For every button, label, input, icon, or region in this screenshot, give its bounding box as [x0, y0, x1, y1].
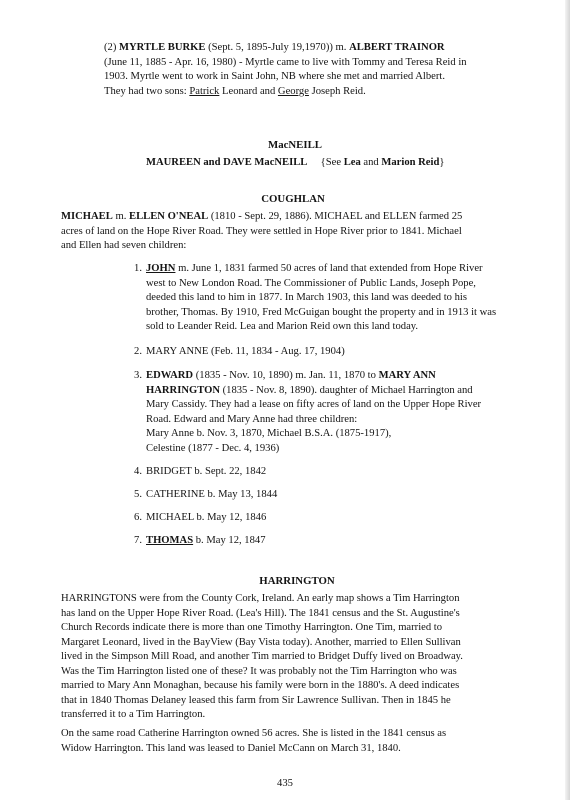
list-number: 3.: [134, 370, 142, 381]
john-name: JOHN: [146, 263, 176, 274]
married-abbrev: m.: [335, 42, 347, 53]
list-number: 5.: [134, 489, 142, 500]
spouse-name: ALBERT TRAINOR: [349, 42, 445, 53]
michael-name: MICHAEL: [61, 211, 113, 222]
child-michael: MICHAEL b. May 12, 1846: [146, 512, 267, 523]
harrington-heading: HARRINGTON: [259, 575, 335, 587]
coughlan-heading: COUGHLAN: [261, 193, 325, 205]
thomas-name: THOMAS: [146, 535, 194, 546]
myrtle-line-3: 1903. Myrtle went to work in Saint John, NB where she met and married Albert.: [104, 71, 445, 82]
ellen-name: ELLEN O'NEAL: [129, 211, 209, 222]
myrtle-name: MYRTLE BURKE: [119, 42, 206, 53]
page-edge-shadow: [565, 0, 570, 800]
list-number: 4.: [134, 466, 142, 477]
list-number: 6.: [134, 512, 142, 523]
child-bridget: BRIDGET b. Sept. 22, 1842: [146, 466, 267, 477]
coughlan-intro: MICHAEL m. ELLEN O'NEAL (1810 - Sept. 29, 1886). MICHAEL and ELLEN farmed 25 acres of land on the Hope River Road. They were settled in Hope River prior to 1841. Michael and Ellen had seven children:: [61, 211, 463, 251]
entry-number: (2): [104, 42, 117, 53]
child-mary-anne: MARY ANNE (Feb. 11, 1834 - Aug. 17, 1904): [146, 346, 345, 357]
macneill-line: MAUREEN and DAVE MacNEILL {See Lea and Marion Reid}: [146, 157, 445, 168]
myrtle-line-2: (June 11, 1885 - Apr. 16, 1980) - Myrtle came to live with Tommy and Teresa Reid in: [104, 56, 467, 68]
child-thomas: THOMAS b. May 12, 1847: [146, 535, 266, 546]
harrington-paragraph-2: On the same road Catherine Harrington owned 56 acres. She is listed in the 1841 census as Widow Harrington. This land was leased to Daniel McCann on March 31, 1840.: [61, 728, 447, 754]
myrtle-dates: (Sept. 5, 1895-July 19,1970)): [208, 42, 333, 53]
harrington-paragraph-1: HARRINGTONS were from the County Cork, Ireland. An early map shows a Tim Harrington has land on the Upper Hope River Road. (Lea's Hill). The 1841 census and the St. Augustine's Church Records indicate there is more than one Timothy Harrington. One Tim, married to Margaret Leonard, lived in the BayView (Bay Vista today). Another, married to Ellen Sullivan lived in the Simpson Mill Road, and another Tim married to Bridget Duffy lived on Broadway. Was the Tim Harrington listed one of these? It was probably not the Tim Harrington who was married to Mary Ann Monaghan, because his family were born in the 1880's. A deed indicates that in 1840 Thomas Delaney leased this farm from Sir Lawrence Sullivan. Then in 1845 he transferred it to a Tim Harrington.: [61, 593, 463, 720]
son-george: George: [277, 85, 309, 97]
child-edward: EDWARD (1835 - Nov. 10, 1890) m. Jan. 11, 1870 to MARY ANN HARRINGTON (1835 - Nov. 8, 1890). daughter of Michael Harrington and Mary Cassidy. They had a lease on fifty acres of land on the Upper Hope River Road. Edward and Mary Anne had three children: Mary Anne b. Nov. 3, 1870, Michael B.S.A. (1875-1917), Celestine (1877 - Dec. 4, 1936): [146, 370, 482, 454]
list-number: 1.: [134, 263, 142, 274]
myrtle-line-4: They had two sons: Patrick Leonard and George Joseph Reid.: [104, 85, 366, 97]
page-number: 435: [277, 778, 293, 789]
myrtle-line-1: [104, 41, 488, 56]
macneill-heading: MacNEILL: [268, 139, 322, 151]
macneill-names: MAUREEN and DAVE MacNEILL: [146, 157, 308, 168]
child-john: JOHN m. June 1, 1831 farmed 50 acres of land that extended from Hope River west to New London Road. The Commissioner of Public Lands, Joseph Pope, deeded this land to him in 1877. In March 1903, this land was deeded to his brother, Thomas. By 1910, Fred McGuigan bought the property and in 1913 it was sold to Leander Reid. Lea and Marion Reid own this land today.: [146, 263, 497, 332]
list-number: 7.: [134, 535, 142, 546]
son-patrick: Patrick: [189, 85, 220, 97]
child-catherine: CATHERINE b. May 13, 1844: [146, 489, 278, 500]
edward-name: EDWARD: [146, 370, 194, 381]
list-number: 2.: [134, 346, 142, 357]
myrtle-burke-entry: [104, 41, 488, 99]
